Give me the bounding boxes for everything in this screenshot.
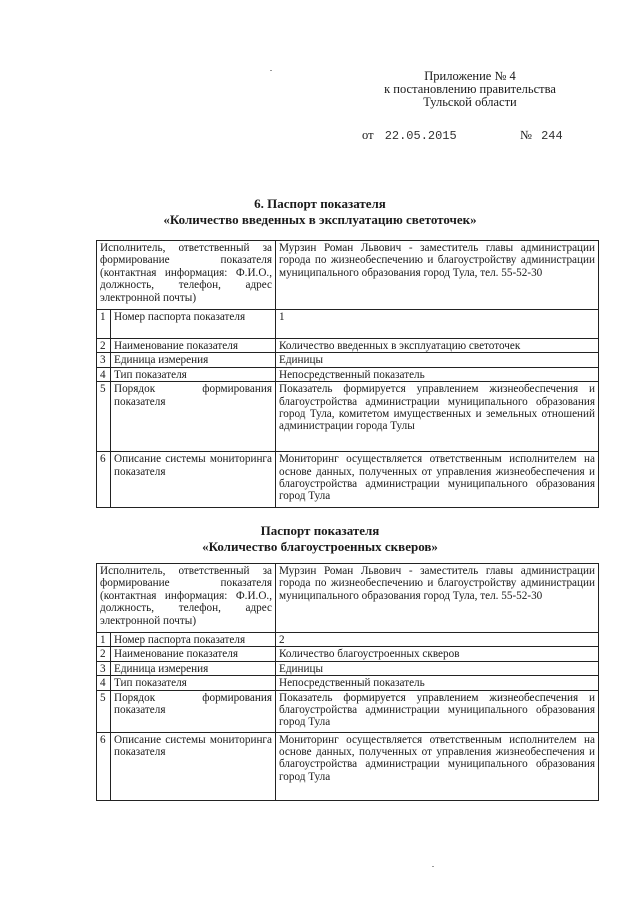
- date-prefix: от: [362, 128, 374, 142]
- table-row: [97, 676, 599, 690]
- section2-title-line-2: «Количество благоустроенных скверов»: [202, 539, 438, 554]
- row-value: 2: [276, 633, 599, 647]
- table-row: [97, 452, 599, 508]
- table-row: [97, 339, 599, 353]
- scan-speck: [432, 866, 434, 867]
- table-row: [97, 732, 599, 800]
- row-label: Единица измерения: [111, 661, 276, 675]
- row-value: Мониторинг осуществляется ответственным исполнителем на основе данных, полученных от управления жизнеобеспечения и благоустройства администрации муниципального образования город Тула: [276, 452, 599, 508]
- row-number: 5: [97, 382, 111, 452]
- row-number: 6: [97, 452, 111, 508]
- row-number: 1: [97, 310, 111, 339]
- table-row: [97, 633, 599, 647]
- row-number: 5: [97, 690, 111, 732]
- executor-label: Исполнитель, ответственный за формирование показателя (контактная информация: Ф.И.О., должность, телефон, адрес электронной почты): [97, 564, 276, 633]
- row-value: Количество благоустроенных скверов: [276, 647, 599, 661]
- row-value: Непосредственный показатель: [276, 367, 599, 381]
- row-number: 1: [97, 633, 111, 647]
- scan-speck: [270, 70, 272, 71]
- appendix-line-3: Тульской области: [423, 95, 517, 109]
- section2-title-line-1: Паспорт показателя: [260, 523, 380, 538]
- section2-passport-table: [96, 563, 599, 801]
- row-label: Номер паспорта показателя: [111, 310, 276, 339]
- appendix-line-2: к постановлению правительства: [384, 82, 556, 96]
- executor-label: Исполнитель, ответственный за формирование показателя (контактная информация: Ф.И.О., должность, телефон, адрес электронной почты): [97, 241, 276, 310]
- table-row: [97, 564, 599, 633]
- row-number: 4: [97, 367, 111, 381]
- section1-title-line-2: «Количество введенных в эксплуатацию светоточек»: [163, 212, 477, 227]
- table-row: [97, 382, 599, 452]
- row-label: Наименование показателя: [111, 647, 276, 661]
- section1-title: [80, 196, 560, 228]
- table-row: [97, 241, 599, 310]
- row-number: 4: [97, 676, 111, 690]
- appendix-line-1: Приложение № 4: [424, 69, 516, 83]
- number-label: №: [520, 128, 532, 142]
- row-value: Показатель формируется управлением жизнеобеспечения и благоустройства администрации муниципального образования город Тула, комитетом имущественных и земельных отношений администрации города Тулы: [276, 382, 599, 452]
- row-label: Наименование показателя: [111, 339, 276, 353]
- row-value: Единицы: [276, 353, 599, 367]
- row-label: Единица измерения: [111, 353, 276, 367]
- row-value: Мониторинг осуществляется ответственным исполнителем на основе данных, полученных от управления жизнеобеспечения и благоустройства администрации муниципального образования город Тула: [276, 732, 599, 800]
- table-row: [97, 647, 599, 661]
- row-number: 2: [97, 339, 111, 353]
- table-row: [97, 310, 599, 339]
- row-number: 3: [97, 661, 111, 675]
- table-row: [97, 353, 599, 367]
- section2-title: [80, 523, 560, 555]
- executor-value: Мурзин Роман Львович - заместитель главы администрации города по жизнеобеспечению и благоустройству администрации муниципального образования город Тула, тел. 55-52-30: [276, 241, 599, 310]
- resolution-date: 22.05.2015: [384, 129, 457, 143]
- row-label: Описание системы мониторинга показателя: [111, 732, 276, 800]
- appendix-header: [360, 70, 580, 109]
- table-row: [97, 690, 599, 732]
- row-label: Описание системы мониторинга показателя: [111, 452, 276, 508]
- row-label: Номер паспорта показателя: [111, 633, 276, 647]
- row-value: Единицы: [276, 661, 599, 675]
- row-number: 3: [97, 353, 111, 367]
- row-number: 6: [97, 732, 111, 800]
- resolution-number: 244: [541, 129, 563, 143]
- row-value: Показатель формируется управлением жизнеобеспечения и благоустройства администрации муниципального образования город Тула: [276, 690, 599, 732]
- row-value: 1: [276, 310, 599, 339]
- row-label: Тип показателя: [111, 676, 276, 690]
- row-label: Порядок формирования показателя: [111, 382, 276, 452]
- section1-title-line-1: 6. Паспорт показателя: [254, 196, 386, 211]
- date-line: [362, 128, 582, 143]
- table-row: [97, 367, 599, 381]
- resolution-number-block: [520, 128, 563, 143]
- row-value: Непосредственный показатель: [276, 676, 599, 690]
- row-number: 2: [97, 647, 111, 661]
- section1-passport-table: [96, 240, 599, 508]
- row-value: Количество введенных в эксплуатацию светоточек: [276, 339, 599, 353]
- row-label: Порядок формирования показателя: [111, 690, 276, 732]
- row-label: Тип показателя: [111, 367, 276, 381]
- table-row: [97, 661, 599, 675]
- executor-value: Мурзин Роман Львович - заместитель главы администрации города по жизнеобеспечению и благоустройству администрации муниципального образования город Тула, тел. 55-52-30: [276, 564, 599, 633]
